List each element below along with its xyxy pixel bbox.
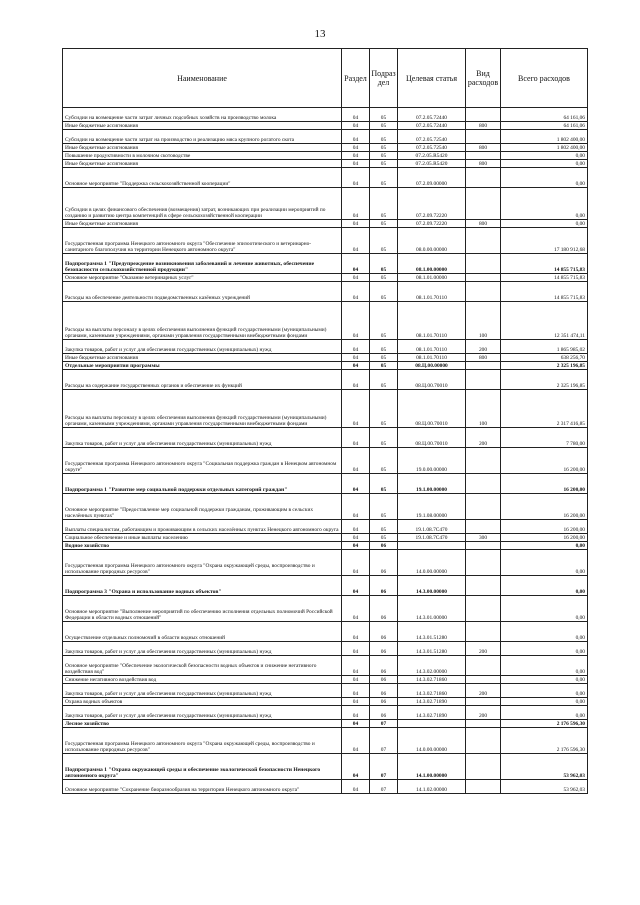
- row-name: Государственная программа Ненецкого автономного округа "Охрана окружающей среды, воспроизводство и использование природных ресурсов": [63, 550, 342, 576]
- row-subsection: 06: [370, 550, 398, 576]
- row-section: 04: [342, 274, 370, 282]
- table-row: [63, 152, 588, 160]
- row-subsection: 06: [370, 698, 398, 706]
- row-article: 07.2.09.72220: [398, 220, 466, 228]
- row-expense-type: [466, 520, 501, 534]
- row-expense-type: [466, 542, 501, 550]
- row-section: 04: [342, 474, 370, 494]
- row-subsection: 05: [370, 390, 398, 428]
- row-total: 0,00: [501, 706, 588, 720]
- row-section: 04: [342, 684, 370, 698]
- row-subsection: 07: [370, 720, 398, 728]
- row-name: Подпрограмма 1 "Охрана окружающей среды и обеспечение экологической безопасности Ненецкого автономного округа": [63, 754, 342, 780]
- row-total: 0,00: [501, 698, 588, 706]
- row-expense-type: [466, 728, 501, 754]
- row-section: 04: [342, 302, 370, 340]
- row-name: Водное хозяйство: [63, 542, 342, 550]
- row-total: 0,00: [501, 576, 588, 596]
- table-row: [63, 550, 588, 576]
- row-section: 04: [342, 282, 370, 302]
- row-section: 04: [342, 228, 370, 254]
- row-name: Лесное хозяйство: [63, 720, 342, 728]
- budget-table: [62, 48, 588, 794]
- row-section: 04: [342, 656, 370, 676]
- row-total: 16 200,00: [501, 534, 588, 542]
- row-subsection: 06: [370, 676, 398, 684]
- row-total: 14 855 715,83: [501, 254, 588, 274]
- row-subsection: 05: [370, 160, 398, 168]
- table-row: [63, 168, 588, 188]
- table-body: [63, 108, 588, 794]
- row-subsection: 05: [370, 220, 398, 228]
- row-article: 14.3.01.00000: [398, 596, 466, 622]
- row-subsection: 06: [370, 706, 398, 720]
- table-row: [63, 228, 588, 254]
- row-subsection: 05: [370, 362, 398, 370]
- row-subsection: 05: [370, 254, 398, 274]
- row-article: 07.2.05.R5420: [398, 152, 466, 160]
- row-expense-type: [466, 168, 501, 188]
- row-expense-type: 200: [466, 340, 501, 354]
- row-article: 19.1.00.00000: [398, 474, 466, 494]
- header-subsection: Подраз дел: [370, 49, 398, 108]
- row-subsection: 05: [370, 274, 398, 282]
- row-subsection: 07: [370, 754, 398, 780]
- row-expense-type: [466, 676, 501, 684]
- row-section: 04: [342, 596, 370, 622]
- row-section: 04: [342, 520, 370, 534]
- header-total: Всего расходов: [501, 49, 588, 108]
- row-expense-type: [466, 596, 501, 622]
- row-expense-type: [466, 448, 501, 474]
- row-article: 08.Ц.00.70010: [398, 390, 466, 428]
- row-total: 14 855 715,83: [501, 282, 588, 302]
- table-row: [63, 188, 588, 220]
- row-name: Расходы на выплаты персоналу в целях обеспечения выполнения функций государственными (муниципальными) органами, казенными учреждениями, органами управления государственными внебюджетными фондами: [63, 390, 342, 428]
- row-name: Закупка товаров, работ и услуг для обеспечения государственных (муниципальных) нужд: [63, 642, 342, 656]
- table-row: [63, 390, 588, 428]
- row-expense-type: [466, 130, 501, 144]
- row-section: 04: [342, 188, 370, 220]
- row-total: 16 200,00: [501, 474, 588, 494]
- table-row: [63, 122, 588, 130]
- row-total: 0,00: [501, 168, 588, 188]
- row-subsection: 06: [370, 642, 398, 656]
- row-name: Иные бюджетные ассигнования: [63, 354, 342, 362]
- row-total: 2 325 196,85: [501, 362, 588, 370]
- row-article: 07.2.05.72540: [398, 144, 466, 152]
- row-expense-type: [466, 622, 501, 642]
- row-expense-type: 100: [466, 302, 501, 340]
- row-total: 2 325 196,85: [501, 370, 588, 390]
- row-name: Субсидии на возмещение части затрат личных подсобных хозяйств на производство молока: [63, 108, 342, 122]
- row-name: Расходы на обеспечение деятельности подведомственных казённых учреждений: [63, 282, 342, 302]
- row-subsection: 07: [370, 780, 398, 794]
- row-expense-type: [466, 228, 501, 254]
- row-total: 2 176 596,30: [501, 728, 588, 754]
- row-expense-type: 800: [466, 220, 501, 228]
- row-subsection: 05: [370, 340, 398, 354]
- row-total: 2 317 416,85: [501, 390, 588, 428]
- row-article: 14.3.02.00000: [398, 656, 466, 676]
- row-subsection: 05: [370, 428, 398, 448]
- row-total: 0,00: [501, 152, 588, 160]
- row-total: 0,00: [501, 188, 588, 220]
- table-header-row: [63, 49, 588, 108]
- row-expense-type: 800: [466, 122, 501, 130]
- table-row: [63, 534, 588, 542]
- row-subsection: 05: [370, 370, 398, 390]
- row-expense-type: [466, 720, 501, 728]
- row-article: 07.2.05.72440: [398, 122, 466, 130]
- row-name: Отдельные мероприятия программы: [63, 362, 342, 370]
- table-row: [63, 302, 588, 340]
- row-name: Закупка товаров, работ и услуг для обеспечения государственных (муниципальных) нужд: [63, 684, 342, 698]
- row-name: Основное мероприятие "Предоставление мер социальной поддержки гражданам, проживающим в сельских населённых пунктах": [63, 494, 342, 520]
- row-section: 04: [342, 354, 370, 362]
- row-section: 04: [342, 130, 370, 144]
- row-expense-type: 800: [466, 354, 501, 362]
- row-name: Субсидии на возмещение части затрат на производство и реализацию мяса крупного рогатого скота: [63, 130, 342, 144]
- row-name: Закупка товаров, работ и услуг для обеспечения государственных (муниципальных) нужд: [63, 706, 342, 720]
- row-subsection: 05: [370, 168, 398, 188]
- row-subsection: 06: [370, 684, 398, 698]
- row-expense-type: [466, 576, 501, 596]
- row-expense-type: [466, 108, 501, 122]
- row-section: 04: [342, 754, 370, 780]
- row-section: 04: [342, 676, 370, 684]
- row-section: 04: [342, 550, 370, 576]
- row-subsection: 05: [370, 534, 398, 542]
- row-expense-type: 100: [466, 390, 501, 428]
- row-expense-type: [466, 362, 501, 370]
- row-section: 04: [342, 220, 370, 228]
- row-subsection: 05: [370, 302, 398, 340]
- row-total: 0,00: [501, 642, 588, 656]
- row-article: 08.0.00.00000: [398, 228, 466, 254]
- row-expense-type: [466, 494, 501, 520]
- table-row: [63, 160, 588, 168]
- row-subsection: 06: [370, 622, 398, 642]
- row-name: Выплаты специалистам, работающим и проживающим в сельских населённых пунктах Ненецкого автономного округа: [63, 520, 342, 534]
- row-article: 08.Ц.00.70010: [398, 428, 466, 448]
- table-row: [63, 494, 588, 520]
- header-name: Наименование: [63, 49, 342, 108]
- row-article: 07.2.09.00000: [398, 168, 466, 188]
- row-subsection: 05: [370, 494, 398, 520]
- row-article: 14.3.02.71890: [398, 706, 466, 720]
- row-section: 04: [342, 642, 370, 656]
- row-total: 0,00: [501, 656, 588, 676]
- row-name: Основное мероприятие "Обеспечение экологической безопасности водных объектов и снижение негативного воздействия вод": [63, 656, 342, 676]
- table-row: [63, 520, 588, 534]
- row-subsection: 05: [370, 130, 398, 144]
- row-expense-type: [466, 274, 501, 282]
- row-subsection: 05: [370, 108, 398, 122]
- row-total: 17 180 912,68: [501, 228, 588, 254]
- header-article: Целевая статья: [398, 49, 466, 108]
- row-total: 16 200,00: [501, 448, 588, 474]
- row-total: 64 161,06: [501, 122, 588, 130]
- row-name: Государственная программа Ненецкого автономного округа "Обеспечение эпизоотического и ветеринарно-санитарного благополучия на территории Ненецкого автономного округа": [63, 228, 342, 254]
- row-section: 04: [342, 720, 370, 728]
- row-name: Закупка товаров, работ и услуг для обеспечения государственных (муниципальных) нужд: [63, 340, 342, 354]
- table-row: [63, 144, 588, 152]
- table-row: [63, 642, 588, 656]
- row-expense-type: [466, 698, 501, 706]
- row-name: Подпрограмма 1 "Развитие мер социальной поддержки отдельных категорий граждан": [63, 474, 342, 494]
- row-name: Основное мероприятие "Оказание ветеринарных услуг": [63, 274, 342, 282]
- row-total: 1 802 400,00: [501, 144, 588, 152]
- page-number: 13: [314, 28, 326, 40]
- row-article: 14.3.00.00000: [398, 576, 466, 596]
- row-total: 0,00: [501, 684, 588, 698]
- table-row: [63, 428, 588, 448]
- row-total: 16 200,00: [501, 494, 588, 520]
- table-row: [63, 596, 588, 622]
- row-article: 19.1.08.7C470: [398, 534, 466, 542]
- row-expense-type: [466, 152, 501, 160]
- table-row: [63, 282, 588, 302]
- table-row: [63, 706, 588, 720]
- row-article: 08.1.01.70110: [398, 282, 466, 302]
- row-section: 04: [342, 428, 370, 448]
- row-article: 08.Ц.00.70010: [398, 370, 466, 390]
- table-row: [63, 354, 588, 362]
- row-subsection: 05: [370, 282, 398, 302]
- row-subsection: 05: [370, 448, 398, 474]
- row-name: Основное мероприятие "Поддержка сельскохозяйственной кооперации": [63, 168, 342, 188]
- row-subsection: 05: [370, 228, 398, 254]
- table-row: [63, 274, 588, 282]
- row-article: 08.1.01.70110: [398, 302, 466, 340]
- row-name: Подпрограмма 3 "Охрана и использование водных объектов": [63, 576, 342, 596]
- row-total: 12 351 474,11: [501, 302, 588, 340]
- row-article: 07.2.05.72540: [398, 130, 466, 144]
- row-section: 04: [342, 534, 370, 542]
- row-article: 19.1.08.00000: [398, 494, 466, 520]
- table-row: [63, 254, 588, 274]
- row-name: Расходы на выплаты персоналу в целях обеспечения выполнения функций государственными (муниципальными) органами, казенными учреждениями, органами управления государственными внебюджетными фондами: [63, 302, 342, 340]
- table-row: [63, 728, 588, 754]
- row-section: 04: [342, 254, 370, 274]
- table-row: [63, 362, 588, 370]
- row-section: 04: [342, 362, 370, 370]
- row-name: Подпрограмма 1 "Предупреждение возникновения заболеваний и лечение животных, обеспечение безопасности сельскохозяйственной продукции": [63, 254, 342, 274]
- row-article: 14.3.02.71890: [398, 698, 466, 706]
- row-subsection: 05: [370, 354, 398, 362]
- row-subsection: 05: [370, 188, 398, 220]
- row-section: 04: [342, 698, 370, 706]
- row-expense-type: 800: [466, 160, 501, 168]
- row-subsection: 06: [370, 576, 398, 596]
- row-article: 08.1.01.70110: [398, 340, 466, 354]
- table-row: [63, 754, 588, 780]
- row-section: 04: [342, 370, 370, 390]
- table-row: [63, 780, 588, 794]
- row-total: 1 865 985,02: [501, 340, 588, 354]
- header-expense-type: Вид расходов: [466, 49, 501, 108]
- row-section: 04: [342, 622, 370, 642]
- row-section: 04: [342, 340, 370, 354]
- row-section: 04: [342, 542, 370, 550]
- table-row: [63, 698, 588, 706]
- row-expense-type: 300: [466, 534, 501, 542]
- table-row: [63, 684, 588, 698]
- row-expense-type: [466, 282, 501, 302]
- row-expense-type: [466, 550, 501, 576]
- row-article: 14.3.01.51280: [398, 642, 466, 656]
- table-row: [63, 448, 588, 474]
- row-section: 04: [342, 494, 370, 520]
- row-subsection: 05: [370, 520, 398, 534]
- row-article: 07.2.05.R5420: [398, 160, 466, 168]
- row-section: 04: [342, 390, 370, 428]
- row-name: Повышение продуктивности в молочном скотоводстве: [63, 152, 342, 160]
- row-expense-type: [466, 474, 501, 494]
- row-total: 7 780,00: [501, 428, 588, 448]
- row-total: 2 176 596,30: [501, 720, 588, 728]
- row-article: 08.1.00.00000: [398, 254, 466, 274]
- row-article: 19.1.08.7C470: [398, 520, 466, 534]
- row-total: 0,00: [501, 160, 588, 168]
- row-article: 14.0.00.00000: [398, 728, 466, 754]
- row-subsection: 05: [370, 122, 398, 130]
- row-article: 14.0.00.00000: [398, 550, 466, 576]
- table-row: [63, 130, 588, 144]
- row-total: 0,00: [501, 220, 588, 228]
- table-row: [63, 474, 588, 494]
- row-expense-type: 200: [466, 684, 501, 698]
- row-name: Государственная программа Ненецкого автономного округа "Охрана окружающей среды, воспроизводство и использование природных ресурсов": [63, 728, 342, 754]
- row-total: 0,00: [501, 676, 588, 684]
- row-name: Основное мероприятие "Сохранение биоразнообразия на территории Ненецкого автономного округа": [63, 780, 342, 794]
- row-section: 04: [342, 448, 370, 474]
- row-expense-type: [466, 780, 501, 794]
- row-article: 08.1.01.70110: [398, 354, 466, 362]
- table-row: [63, 108, 588, 122]
- row-section: 04: [342, 780, 370, 794]
- table-row: [63, 622, 588, 642]
- row-subsection: 06: [370, 596, 398, 622]
- row-total: 638 256,70: [501, 354, 588, 362]
- header-section: Раздел: [342, 49, 370, 108]
- row-total: 14 855 715,83: [501, 274, 588, 282]
- table-row: [63, 220, 588, 228]
- row-expense-type: [466, 370, 501, 390]
- row-subsection: 06: [370, 542, 398, 550]
- row-total: 53 962,03: [501, 780, 588, 794]
- row-expense-type: [466, 656, 501, 676]
- row-expense-type: [466, 188, 501, 220]
- row-name: Охрана водных объектов: [63, 698, 342, 706]
- row-total: 16 200,00: [501, 520, 588, 534]
- row-name: Иные бюджетные ассигнования: [63, 160, 342, 168]
- row-total: 0,00: [501, 542, 588, 550]
- table-row: [63, 370, 588, 390]
- row-article: 14.1.00.00000: [398, 754, 466, 780]
- row-article: 14.3.02.71860: [398, 684, 466, 698]
- table-row: [63, 720, 588, 728]
- table-row: [63, 576, 588, 596]
- row-expense-type: [466, 754, 501, 780]
- row-section: 04: [342, 122, 370, 130]
- row-total: 0,00: [501, 596, 588, 622]
- row-article: 07.2.05.72440: [398, 108, 466, 122]
- row-name: Социальное обеспечение и иные выплаты населению: [63, 534, 342, 542]
- row-expense-type: 200: [466, 428, 501, 448]
- row-name: Расходы на содержание государственных органов и обеспечение их функций: [63, 370, 342, 390]
- row-total: 0,00: [501, 622, 588, 642]
- row-article: 07.2.09.72220: [398, 188, 466, 220]
- row-section: 04: [342, 706, 370, 720]
- row-section: 04: [342, 108, 370, 122]
- row-article: 14.3.01.51280: [398, 622, 466, 642]
- row-name: Закупка товаров, работ и услуг для обеспечения государственных (муниципальных) нужд: [63, 428, 342, 448]
- row-total: 64 161,06: [501, 108, 588, 122]
- row-expense-type: 200: [466, 706, 501, 720]
- row-article: [398, 720, 466, 728]
- table-row: [63, 340, 588, 354]
- row-subsection: 07: [370, 728, 398, 754]
- row-expense-type: 800: [466, 144, 501, 152]
- row-section: 04: [342, 576, 370, 596]
- row-total: 0,00: [501, 550, 588, 576]
- row-name: Осуществление отдельных полномочий в области водных отношений: [63, 622, 342, 642]
- row-article: 14.3.02.71860: [398, 676, 466, 684]
- table-row: [63, 542, 588, 550]
- row-subsection: 06: [370, 656, 398, 676]
- row-section: 04: [342, 160, 370, 168]
- row-article: 14.1.02.00000: [398, 780, 466, 794]
- row-article: [398, 542, 466, 550]
- row-expense-type: [466, 254, 501, 274]
- table-row: [63, 676, 588, 684]
- row-section: 04: [342, 152, 370, 160]
- table-row: [63, 656, 588, 676]
- row-subsection: 05: [370, 474, 398, 494]
- row-section: 04: [342, 168, 370, 188]
- row-subsection: 05: [370, 152, 398, 160]
- row-name: Государственная программа Ненецкого автономного округа "Социальная поддержка граждан в Ненецком автономном округе": [63, 448, 342, 474]
- row-section: 04: [342, 728, 370, 754]
- row-article: 08.Ц.00.00000: [398, 362, 466, 370]
- row-article: 08.1.01.00000: [398, 274, 466, 282]
- row-name: Основное мероприятие "Выполнение мероприятий по обеспечению исполнения отдельных полномочий Российской Федерации в области водных отношений": [63, 596, 342, 622]
- row-name: Иные бюджетные ассигнования: [63, 220, 342, 228]
- row-total: 53 962,03: [501, 754, 588, 780]
- row-expense-type: 200: [466, 642, 501, 656]
- row-total: 1 802 400,00: [501, 130, 588, 144]
- row-name: Иные бюджетные ассигнования: [63, 144, 342, 152]
- row-subsection: 05: [370, 144, 398, 152]
- row-section: 04: [342, 144, 370, 152]
- row-name: Иные бюджетные ассигнования: [63, 122, 342, 130]
- row-article: 19.0.00.00000: [398, 448, 466, 474]
- row-name: Снижение негативного воздействия вод: [63, 676, 342, 684]
- row-name: Субсидии в целях финансового обеспечения (возмещения) затрат, возникающих при реализации мероприятий по созданию и развитию центра компетенций в сфере сельскохозяйственной кооперации: [63, 188, 342, 220]
